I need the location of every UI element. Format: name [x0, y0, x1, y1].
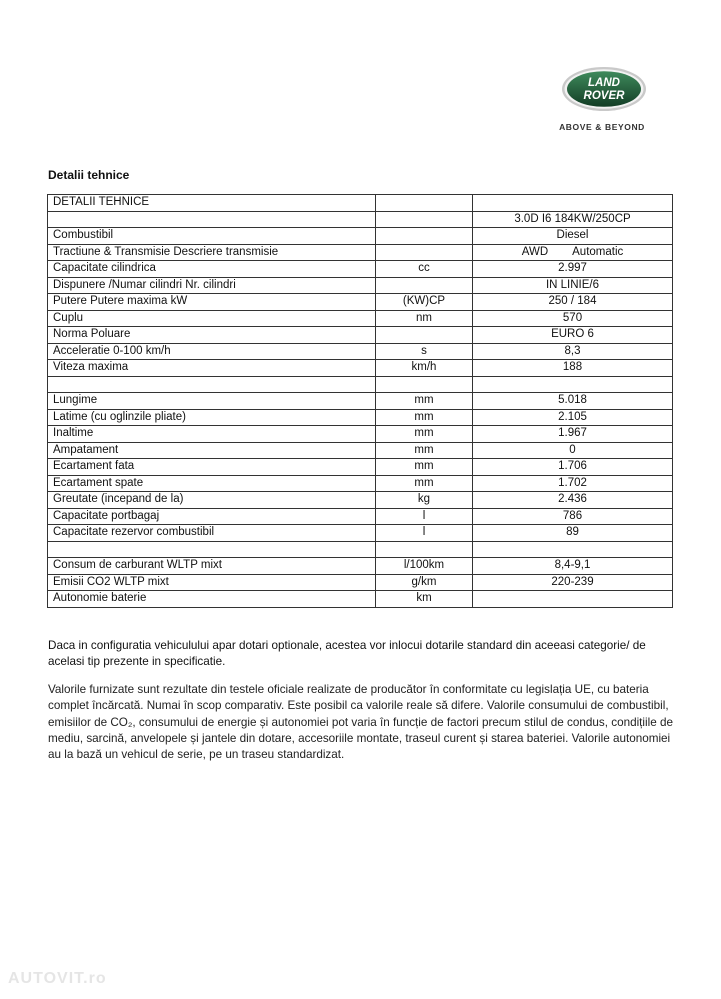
- spec-label: Consum de carburant WLTP mixt: [48, 558, 376, 575]
- spec-unit: l/100km: [376, 558, 473, 575]
- spec-unit: [376, 327, 473, 344]
- spec-label: Ampatament: [48, 442, 376, 459]
- spec-unit: [376, 211, 473, 228]
- spec-value: 5.018: [473, 393, 673, 410]
- table-row: [48, 574, 673, 591]
- spec-unit: l: [376, 525, 473, 542]
- spec-value: Diesel: [473, 228, 673, 245]
- table-row: [48, 244, 673, 261]
- spec-value: 2.105: [473, 409, 673, 426]
- spec-unit: [376, 277, 473, 294]
- spec-label: Ecartament fata: [48, 459, 376, 476]
- spec-label: Emisii CO2 WLTP mixt: [48, 574, 376, 591]
- table-row: [48, 442, 673, 459]
- spec-unit: g/km: [376, 574, 473, 591]
- spec-value: 1.967: [473, 426, 673, 443]
- table-row: [48, 195, 673, 212]
- table-row: [48, 525, 673, 542]
- spec-value: 220-239: [473, 574, 673, 591]
- spec-unit: (KW)CP: [376, 294, 473, 311]
- spec-value: 0: [473, 442, 673, 459]
- spec-label: Capacitate cilindrica: [48, 261, 376, 278]
- spec-value: 8,3: [473, 343, 673, 360]
- spec-value: 570: [473, 310, 673, 327]
- table-row: [48, 393, 673, 410]
- spec-label: Capacitate portbagaj: [48, 508, 376, 525]
- spec-label: Cuplu: [48, 310, 376, 327]
- spec-unit: mm: [376, 475, 473, 492]
- spec-label: Acceleratie 0-100 km/h: [48, 343, 376, 360]
- spec-label: Autonomie baterie: [48, 591, 376, 608]
- spec-unit: [376, 244, 473, 261]
- table-row: [48, 426, 673, 443]
- spec-value: [473, 376, 673, 393]
- table-row: [48, 261, 673, 278]
- spec-label: Ecartament spate: [48, 475, 376, 492]
- spec-value: [473, 244, 673, 261]
- spec-value-transmission: Automatic: [572, 245, 624, 258]
- spec-label: Dispunere /Numar cilindri Nr. cilindri: [48, 277, 376, 294]
- spec-value: 8,4-9,1: [473, 558, 673, 575]
- spec-unit: mm: [376, 442, 473, 459]
- spec-value: 2.997: [473, 261, 673, 278]
- spec-value: 89: [473, 525, 673, 542]
- spec-unit: km: [376, 591, 473, 608]
- spec-unit: cc: [376, 261, 473, 278]
- table-row: [48, 327, 673, 344]
- spec-value: EURO 6: [473, 327, 673, 344]
- spec-label: DETALII TEHNICE: [48, 195, 376, 212]
- spec-value: 3.0D I6 184KW/250CP: [473, 211, 673, 228]
- table-row: [48, 409, 673, 426]
- watermark: AUTOVIT.ro: [8, 970, 107, 987]
- spec-label: Tractiune & Transmisie Descriere transmisie: [48, 244, 376, 261]
- table-row: [48, 591, 673, 608]
- spec-label: Lungime: [48, 393, 376, 410]
- spec-label: Capacitate rezervor combustibil: [48, 525, 376, 542]
- spec-value: 1.706: [473, 459, 673, 476]
- table-row: [48, 360, 673, 377]
- land-rover-oval-icon: [561, 66, 647, 112]
- spec-unit: [376, 541, 473, 558]
- spec-value: [473, 195, 673, 212]
- spec-value: 188: [473, 360, 673, 377]
- spec-label: [48, 376, 376, 393]
- table-row: [48, 376, 673, 393]
- logo-line1: LAND: [588, 77, 620, 89]
- spec-unit: s: [376, 343, 473, 360]
- table-row: [48, 228, 673, 245]
- spec-label: Putere Putere maxima kW: [48, 294, 376, 311]
- spec-unit: km/h: [376, 360, 473, 377]
- page-title: Detalii tehnice: [48, 168, 130, 182]
- table-row: [48, 475, 673, 492]
- brand-tagline: ABOVE & BEYOND: [559, 122, 645, 132]
- table-row: [48, 508, 673, 525]
- table-row: [48, 558, 673, 575]
- spec-unit: mm: [376, 409, 473, 426]
- table-row: [48, 541, 673, 558]
- table-row: [48, 211, 673, 228]
- spec-unit: mm: [376, 459, 473, 476]
- logo-line2: ROVER: [583, 90, 625, 102]
- spec-value-drive: AWD: [521, 245, 549, 258]
- spec-label: Norma Poluare: [48, 327, 376, 344]
- spec-unit: l: [376, 508, 473, 525]
- spec-value: IN LINIE/6: [473, 277, 673, 294]
- spec-label: [48, 541, 376, 558]
- spec-value: [473, 541, 673, 558]
- spec-value: [473, 591, 673, 608]
- spec-label: Viteza maxima: [48, 360, 376, 377]
- spec-unit: kg: [376, 492, 473, 509]
- wltp-disclaimer: Valorile furnizate sunt rezultate din testele oficiale realizate de producător în conformitate cu legislația UE, cu bateria complet încărcată. Numai în scop comparativ. Este posibil ca valorile reale să difere. Valorile consumului de combustibil, emisiilor de CO₂, consumului de energie și autonomiei pot varia în funcție de factori precum stilul de condus, condițiile de mediu, sarcină, anvelopele și jantele din dotare, accesoriile montate, traseul curent și starea bateriei. Valorile autonomiei au la bază un vehicul de serie, pe un traseu standardizat.: [48, 683, 673, 762]
- land-rover-logo: [552, 66, 656, 132]
- table-row: [48, 492, 673, 509]
- spec-value: 2.436: [473, 492, 673, 509]
- spec-unit: [376, 376, 473, 393]
- spec-label: Inaltime: [48, 426, 376, 443]
- table-row: [48, 294, 673, 311]
- table-row: [48, 310, 673, 327]
- table-row: [48, 343, 673, 360]
- table-row: [48, 459, 673, 476]
- spec-label: Greutate (incepand de la): [48, 492, 376, 509]
- table-row: [48, 277, 673, 294]
- spec-value: 1.702: [473, 475, 673, 492]
- spec-unit: nm: [376, 310, 473, 327]
- spec-table: [47, 194, 673, 608]
- spec-label: Latime (cu oglinzile pliate): [48, 409, 376, 426]
- optional-equipment-note: Daca in configuratia vehiculului apar dotari optionale, acestea vor inlocui dotarile standard din aceeasi categorie/ de acelasi tip prezente in specificatie.: [48, 639, 646, 669]
- spec-label: [48, 211, 376, 228]
- spec-value: 250 / 184: [473, 294, 673, 311]
- spec-value: 786: [473, 508, 673, 525]
- spec-unit: [376, 228, 473, 245]
- spec-unit: mm: [376, 393, 473, 410]
- spec-label: Combustibil: [48, 228, 376, 245]
- spec-unit: mm: [376, 426, 473, 443]
- spec-unit: [376, 195, 473, 212]
